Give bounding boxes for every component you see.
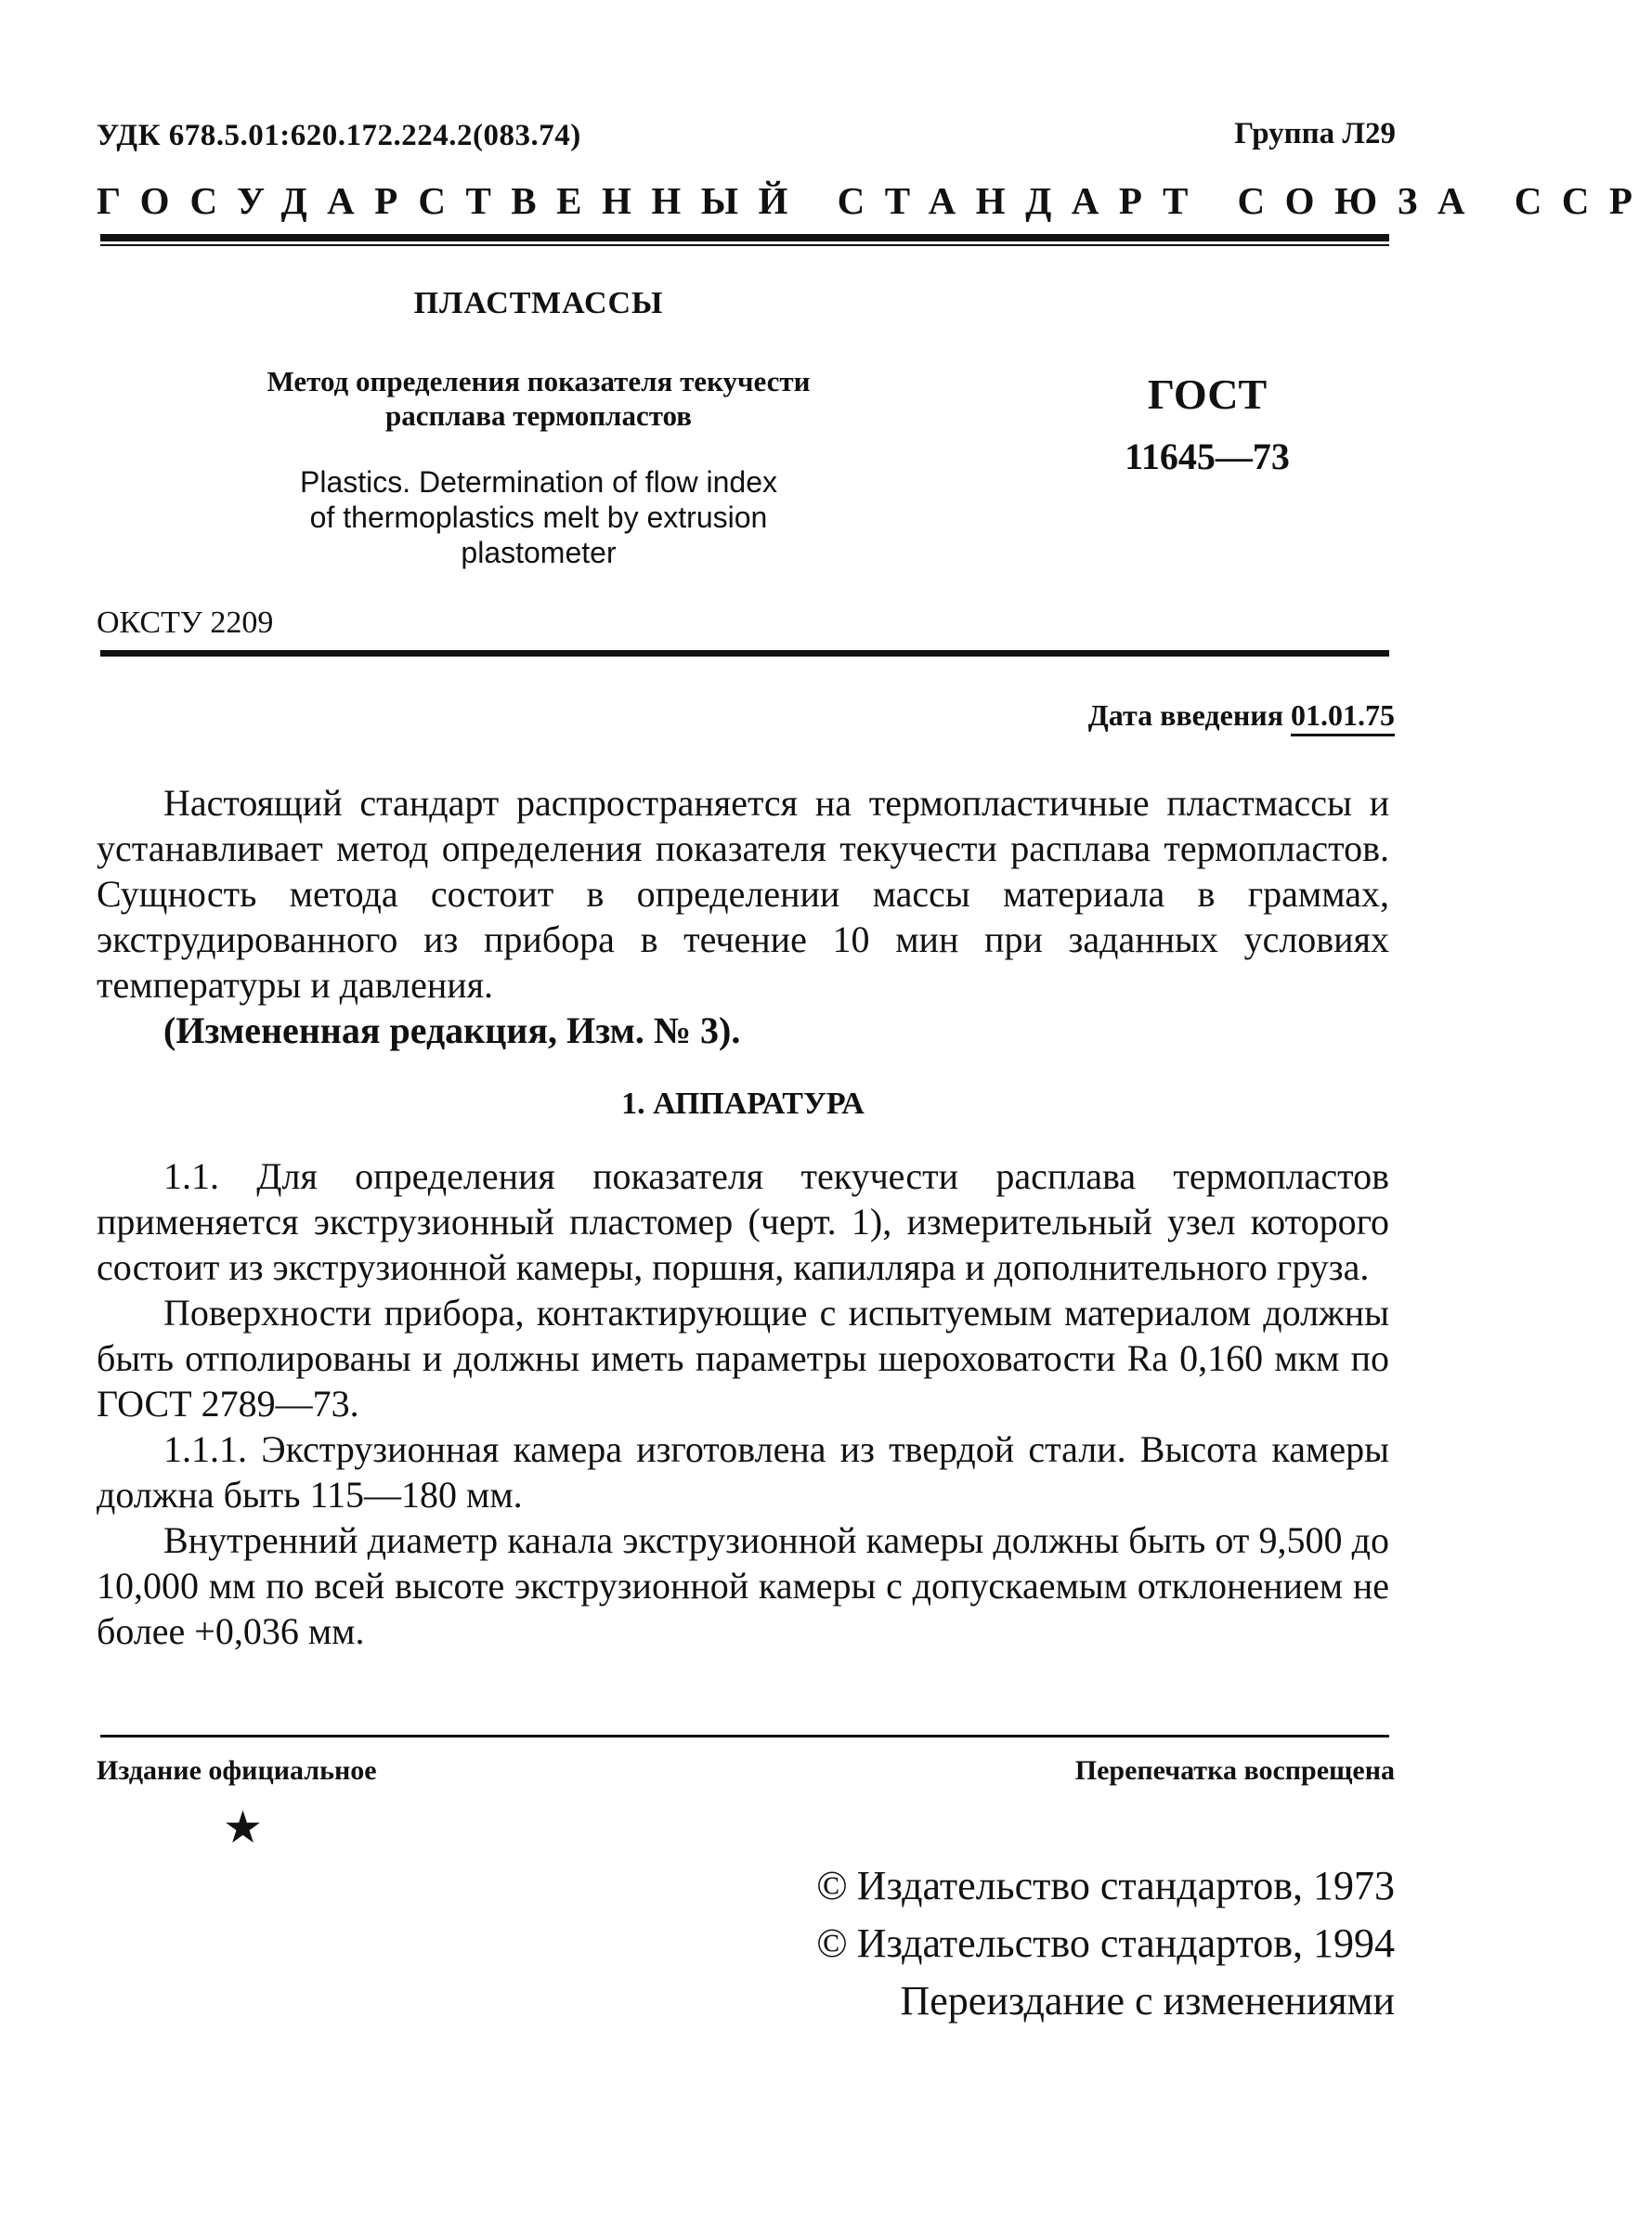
header-rule xyxy=(100,234,1389,241)
header-rule-thin xyxy=(100,244,1389,246)
english-subtitle xyxy=(186,464,891,570)
footer-rule xyxy=(100,1735,1389,1738)
russian-subtitle-line: Метод определения показателя текучести xyxy=(267,365,811,397)
intro-text: Настоящий стандарт распространяется на термопластичные пластмассы и устанавливает метод определения показателя текучести расплава термопластов. Сущность метода состоит в определении массы материала в граммах, экструдированного из прибора в течение 10 мин при заданных условиях температуры и давления. xyxy=(97,782,1389,1006)
no-reprint-notice: Перепечатка воспрещена xyxy=(1074,1755,1395,1786)
copyright-text: Издательство стандартов, 1994 xyxy=(856,1920,1395,1966)
official-edition: Издание официальное xyxy=(97,1755,377,1786)
oksty-code: ОКСТУ 2209 xyxy=(97,605,274,640)
paragraph: Внутренний диаметр канала экструзионной камеры должны быть от 9,500 до 10,000 мм по всей высоте экструзионной камеры с допускаемым отклонением не более +0,036 мм. xyxy=(97,1519,1389,1652)
intro-paragraph xyxy=(97,780,1389,1053)
date-value: 01.01.75 xyxy=(1291,698,1395,736)
paragraph: 1.1. Для определения показателя текучести расплава термопластов применяется экструзионный пластомер (черт. 1), измерительный узел которого состоит из экструзионной камеры, поршня, капилляра и дополнительного груза. xyxy=(97,1155,1389,1288)
star-icon: ★ xyxy=(223,1803,264,1853)
english-subtitle-line: plastometer xyxy=(461,536,617,569)
gost-label: ГОСТ xyxy=(1147,371,1268,418)
russian-subtitle xyxy=(186,364,891,433)
paragraph: Поверхности прибора, контактирующие с испытуемым материалом должны быть отполированы и должны иметь параметры шероховатости Ra 0,160 мкм по ГОСТ 2789—73. xyxy=(97,1292,1389,1425)
date-label: Дата введения xyxy=(1087,698,1283,732)
udk-code: УДК 678.5.01:620.172.224.2(083.74) xyxy=(97,119,581,152)
state-standard-heading: ГОСУДАРСТВЕННЫЙ СТАНДАРТ СОЮЗА ССР xyxy=(97,179,1652,222)
introduction-date xyxy=(1088,698,1395,733)
english-subtitle-line: Plastics. Determination of flow index xyxy=(300,465,777,499)
russian-subtitle-line: расплава термопластов xyxy=(384,399,692,432)
section-body xyxy=(97,1153,1389,1654)
english-subtitle-line: of thermoplastics melt by extrusion xyxy=(309,501,768,534)
copyright-1973 xyxy=(816,1862,1395,1909)
copyright-icon: © xyxy=(816,1863,848,1908)
copyright-1994 xyxy=(816,1920,1395,1967)
paragraph: 1.1.1. Экструзионная камера изготовлена из твердой стали. Высота камеры должна быть 115—180 мм. xyxy=(97,1428,1389,1516)
group-code: Группа Л29 xyxy=(1234,117,1396,150)
title-block-rule xyxy=(100,650,1389,657)
document-title: ПЛАСТМАССЫ xyxy=(413,286,664,320)
amendment-note: (Измененная редакция, Изм. № 3). xyxy=(163,1009,741,1051)
section-title: 1. АППАРАТУРА xyxy=(621,1087,865,1121)
copyright-icon: © xyxy=(816,1920,848,1966)
copyright-text: Издательство стандартов, 1973 xyxy=(856,1863,1395,1908)
reissue-note: Переиздание с изменениями xyxy=(900,1978,1395,2024)
gost-number: 11645—73 xyxy=(1125,436,1290,477)
